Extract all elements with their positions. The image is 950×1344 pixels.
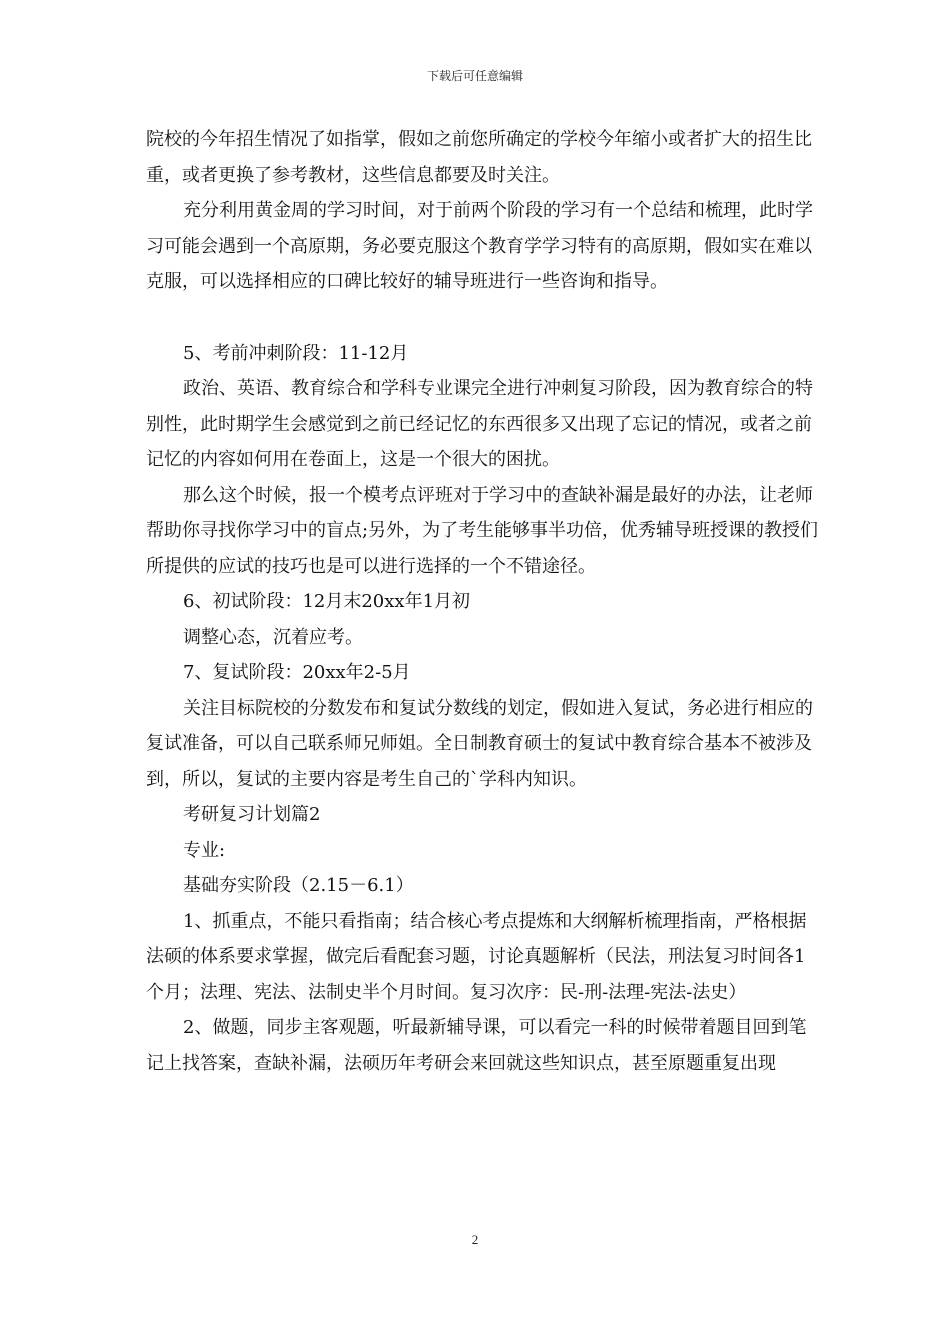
paragraph-gap [146, 300, 820, 336]
section-heading: 7、复试阶段：20xx年2-5月 [183, 662, 411, 683]
document-body [146, 122, 820, 1081]
paragraph: 那么这个时候，报一个模考点评班对于学习中的查缺补漏是最好的办法，让老师帮助你寻找你学习中的盲点;另外，为了考生能够事半功倍，优秀辅导班授课的教授们所提供的应试的技巧也是可以进行选择的一个不错途径。 [146, 484, 819, 577]
paragraph: 政治、英语、教育综合和学科专业课完全进行冲刺复习阶段，因为教育综合的特别性，此时期学生会感觉到之前已经记忆的东西很多又出现了忘记的情况，或者之前记忆的内容如何用在卷面上，这是一个很大的困扰。 [146, 378, 813, 470]
section-heading: 6、初试阶段：12月末20xx年1月初 [183, 591, 471, 612]
article-title: 考研复习计划篇2 [183, 804, 321, 825]
paragraph: 调整心态，沉着应考。 [183, 626, 363, 648]
paragraph: 充分利用黄金周的学习时间，对于前两个阶段的学习有一个总结和梳理，此时学习可能会遇到一个高原期，务必要克服这个教育学学习特有的高原期，假如实在难以克服，可以选择相应的口碑比较好的辅导班进行一些咨询和指导。 [146, 200, 813, 292]
paragraph: 1、抓重点，不能只看指南；结合核心考点提炼和大纲解析梳理指南，严格根据法硕的体系要求掌握，做完后看配套习题，讨论真题解析（民法，刑法复习时间各1个月；法理、宪法、法制史半个月时间。复习次序：民-刑-法理-宪法-法史） [146, 910, 807, 1003]
section-heading: 5、考前冲刺阶段：11-12月 [183, 342, 409, 364]
page-header-note: 下载后可任意编辑 [426, 69, 523, 83]
subheading: 专业: [183, 839, 226, 861]
page-number: 2 [471, 1232, 479, 1247]
paragraph: 关注目标院校的分数发布和复试分数线的划定，假如进入复试，务必进行相应的复试准备，可以自己联系师兄师姐。全日制教育硕士的复试中教育综合基本不被涉及到，所以，复试的主要内容是考生自己的`学科内知识。 [146, 697, 813, 790]
subheading: 基础夯实阶段（2.15－6.1） [183, 875, 414, 896]
paragraph: 2、做题，同步主客观题，听最新辅导课，可以看完一科的时候带着题目回到笔记上找答案，查缺补漏，法硕历年考研会来回就这些知识点，甚至原题重复出现 [146, 1017, 807, 1074]
paragraph: 院校的今年招生情况了如指掌，假如之前您所确定的学校今年缩小或者扩大的招生比重，或者更换了参考教材，这些信息都要及时关注。 [146, 129, 812, 186]
